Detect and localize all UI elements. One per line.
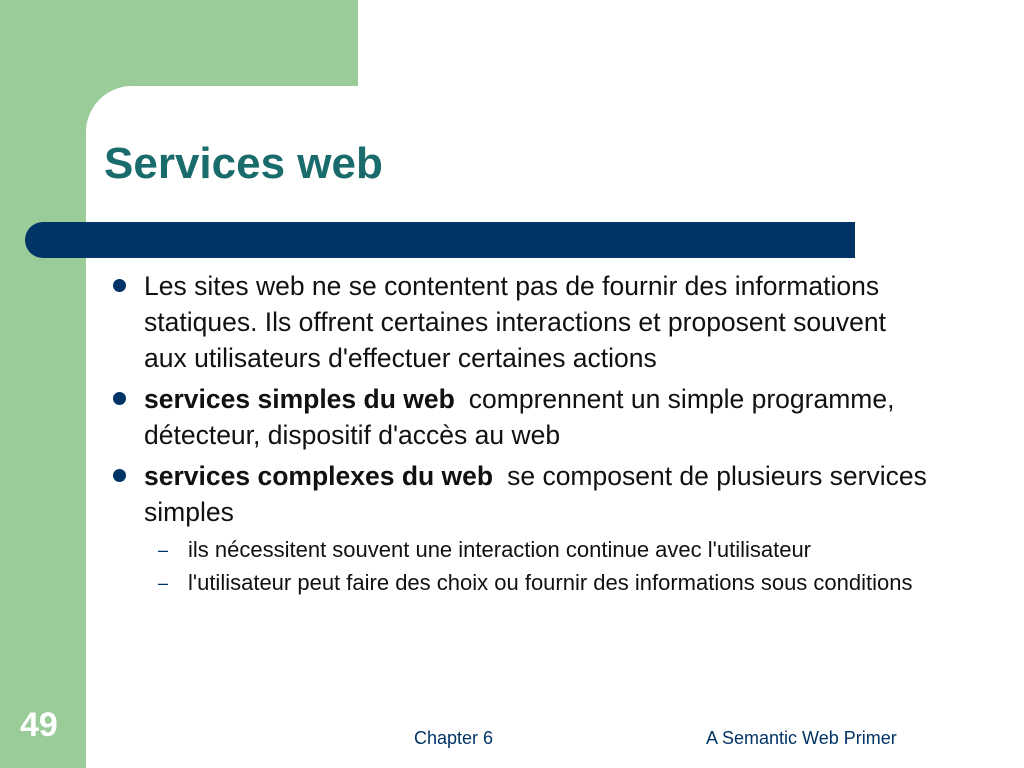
sub-bullet-text: l'utilisateur peut faire des choix ou fournir des informations sous conditions <box>188 570 913 595</box>
bullet-dot-icon <box>113 469 126 482</box>
footer-chapter: Chapter 6 <box>414 728 494 748</box>
bullet-dot-icon <box>113 279 126 292</box>
bullet-bold-term: services complexes du web <box>144 461 494 491</box>
bullet-text: Les sites web ne se contentent pas de fournir des informations statiques. Ils offrent certaines interactions et proposent souvent aux utilisateurs d'effectuer certaines actions <box>144 271 886 373</box>
slide-content <box>104 268 934 601</box>
bullet-text: se composent de plusieurs services simples <box>144 461 927 527</box>
footer-book-title: A Semantic Web Primer <box>706 728 897 748</box>
slide-number: 49 <box>20 706 58 744</box>
bullet-dot-icon <box>113 392 126 405</box>
sub-bullet-item-2 <box>104 568 934 598</box>
title-underline-bar <box>25 222 855 258</box>
bullet-item-1 <box>104 268 934 376</box>
dash-bullet-icon: – <box>158 540 169 560</box>
bullet-item-2 <box>104 381 934 453</box>
sub-bullet-item-1 <box>104 535 934 565</box>
dash-bullet-icon: – <box>158 573 169 593</box>
top-right-white-area <box>358 0 1024 86</box>
bullet-text: comprennent un simple programme, détecteur, dispositif d'accès au web <box>144 384 895 450</box>
slide-title: Services web <box>104 139 383 188</box>
bullet-bold-term: services simples du web <box>144 384 455 414</box>
sub-bullet-text: ils nécessitent souvent une interaction continue avec l'utilisateur <box>188 537 812 562</box>
bullet-item-3 <box>104 458 934 530</box>
